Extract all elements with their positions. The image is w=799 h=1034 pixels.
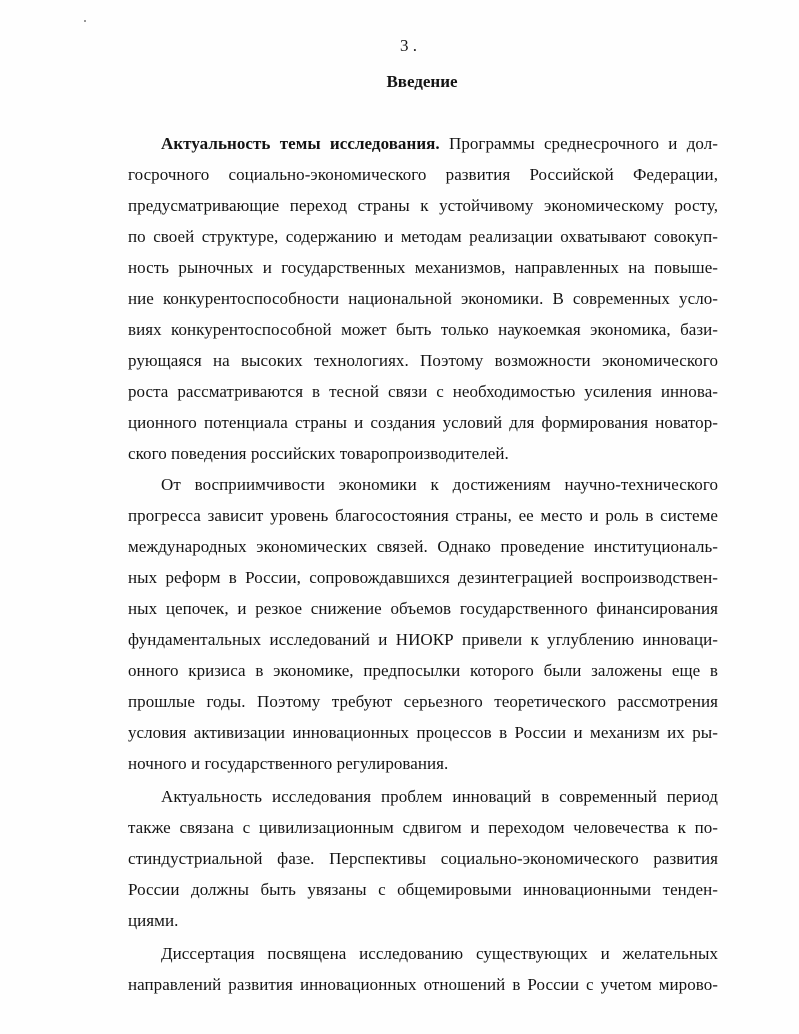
- paragraph-line: виях конкурентоспособной может быть только наукоемкая экономика, бази-: [128, 320, 718, 339]
- paragraph-line: От восприимчивости экономики к достижениям научно-технического: [161, 475, 718, 494]
- paragraph-line: предусматривающие переход страны к устойчивому экономическому росту,: [128, 196, 718, 215]
- paragraph-line: [128, 128, 718, 159]
- paragraph-line: ных реформ в России, сопровождавшихся дезинтеграцией воспроизводствен-: [128, 568, 718, 587]
- paragraph-line: рующаяся на высоких технологиях. Поэтому возможности экономического: [128, 351, 718, 370]
- paragraph-line: онного кризиса в экономике, предпосылки которого были заложены еще в: [128, 661, 718, 680]
- paragraph-line: по своей структуре, содержанию и методам реализации охватывают совокуп-: [128, 227, 718, 246]
- paragraph-relevance: [128, 128, 718, 469]
- paragraph-innovation-receptivity: [128, 469, 718, 779]
- paragraph-line-text: Программы среднесрочного и дол-: [439, 134, 718, 153]
- paragraph-line: ционного потенциала страны и создания условий для формирования новатор-: [128, 413, 718, 432]
- paragraph-line: роста рассматриваются в тесной связи с необходимостью усиления иннова-: [128, 382, 718, 401]
- paragraph-civilizational-shift: [128, 781, 718, 936]
- paragraph-line: ночного и государственного регулирования.: [128, 754, 449, 773]
- page-number: 3 .: [400, 36, 417, 55]
- paragraph-line: ность рыночных и государственных механизмов, направленных на повыше-: [128, 258, 718, 277]
- paragraph-dissertation-purpose: [128, 938, 718, 1000]
- paragraph-line: ского поведения российских товаропроизводителей.: [128, 444, 509, 463]
- paragraph-line: прогресса зависит уровень благосостояния страны, ее место и роль в системе: [128, 506, 718, 525]
- paragraph-line: прошлые годы. Поэтому требуют серьезного теоретического рассмотрения: [128, 692, 718, 711]
- paragraph-line: международных экономических связей. Однако проведение институциональ-: [128, 537, 718, 556]
- paragraph-line: также связана с цивилизационным сдвигом и переходом человечества к по-: [128, 818, 718, 837]
- document-body: [128, 128, 718, 1000]
- scan-speck: [84, 20, 86, 22]
- paragraph-line: условия активизации инновационных процессов в России и механизм их ры-: [128, 723, 718, 742]
- paragraph-line: циями.: [128, 911, 179, 930]
- paragraph-line: ных цепочек, и резкое снижение объемов государственного финансирования: [128, 599, 718, 618]
- paragraph-line: фундаментальных исследований и НИОКР привели к углублению инноваци-: [128, 630, 718, 649]
- paragraph-line: Актуальность исследования проблем инноваций в современный период: [161, 787, 718, 806]
- paragraph-line: стиндустриальной фазе. Перспективы социально-экономического развития: [128, 849, 718, 868]
- paragraph-line: России должны быть увязаны с общемировыми инновационными тенден-: [128, 880, 718, 899]
- paragraph-line: ние конкурентоспособности национальной экономики. В современных усло-: [128, 289, 718, 308]
- paragraph-line: направлений развития инновационных отношений в России с учетом мирово-: [128, 975, 718, 994]
- paragraph-lead: Актуальность темы исследования.: [161, 134, 440, 153]
- paragraph-line: Диссертация посвящена исследованию существующих и желательных: [161, 944, 718, 963]
- section-title: Введение: [386, 72, 458, 91]
- paragraph-line: госрочного социально-экономического развития Российской Федерации,: [128, 165, 718, 184]
